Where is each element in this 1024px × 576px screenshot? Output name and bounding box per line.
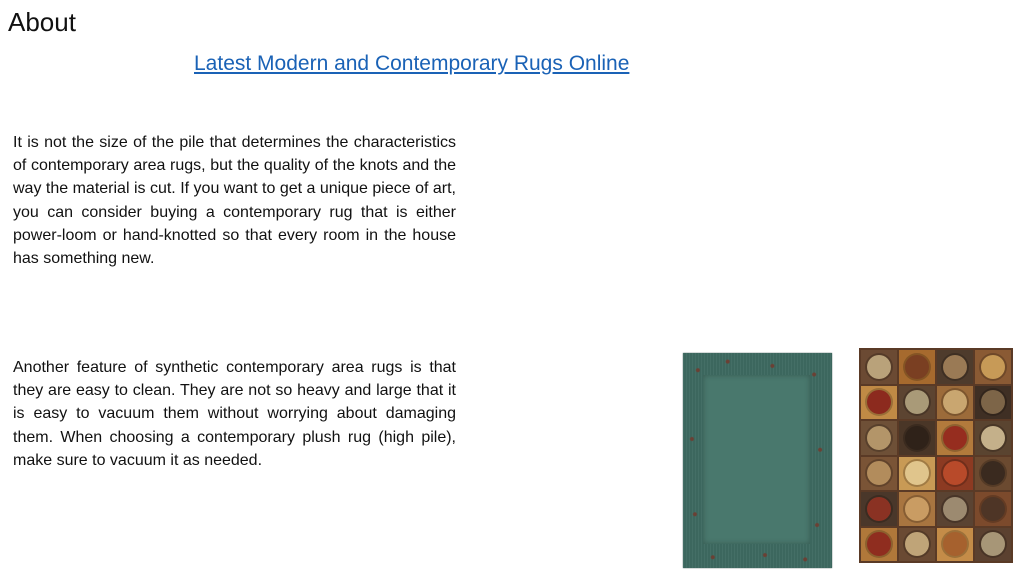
paragraph-1: It is not the size of the pile that determines the characteristics of contemporary area rugs, but the quality of the knots and the way the material is cut. If you want to get a unique piece of art, you can consider buying a contemporary rug that is either power-loom or hand-knotted so that every room in the house has something new.	[13, 134, 456, 268]
headline-link[interactable]: Latest Modern and Contemporary Rugs Online	[194, 52, 630, 75]
rug-tile	[937, 386, 973, 420]
rug-tile	[975, 457, 1011, 491]
rug-tile	[899, 386, 935, 420]
rug-center-field	[703, 375, 810, 544]
paragraph-2: Another feature of synthetic contemporary area rugs is that they are easy to clean. They are not so heavy and large that it is easy to vacuum them without worrying about damaging them. When choosing a contemporary plush rug (high pile), make sure to vacuum it as needed.	[13, 359, 456, 469]
rug-tile	[975, 386, 1011, 420]
green-rug-image	[683, 353, 832, 568]
rug-tile	[899, 457, 935, 491]
rug-tile	[861, 421, 897, 455]
squares-rug-image	[859, 348, 1013, 563]
rug-tile	[861, 386, 897, 420]
rug-tile	[899, 421, 935, 455]
rug-tile	[861, 457, 897, 491]
rug-tile	[975, 421, 1011, 455]
slide-title: About	[8, 7, 76, 37]
rug-tile	[937, 421, 973, 455]
rug-tile	[937, 350, 973, 384]
rug-tile	[937, 457, 973, 491]
rug-tile	[861, 350, 897, 384]
rug-tile	[899, 492, 935, 526]
rug-tile	[937, 528, 973, 562]
rug-tile	[937, 492, 973, 526]
rug-tile	[861, 492, 897, 526]
rug-tile	[975, 350, 1011, 384]
rug-tile	[861, 528, 897, 562]
rug-tile	[899, 528, 935, 562]
rug-tile	[899, 350, 935, 384]
rug-tile	[975, 492, 1011, 526]
rug-tile	[975, 528, 1011, 562]
